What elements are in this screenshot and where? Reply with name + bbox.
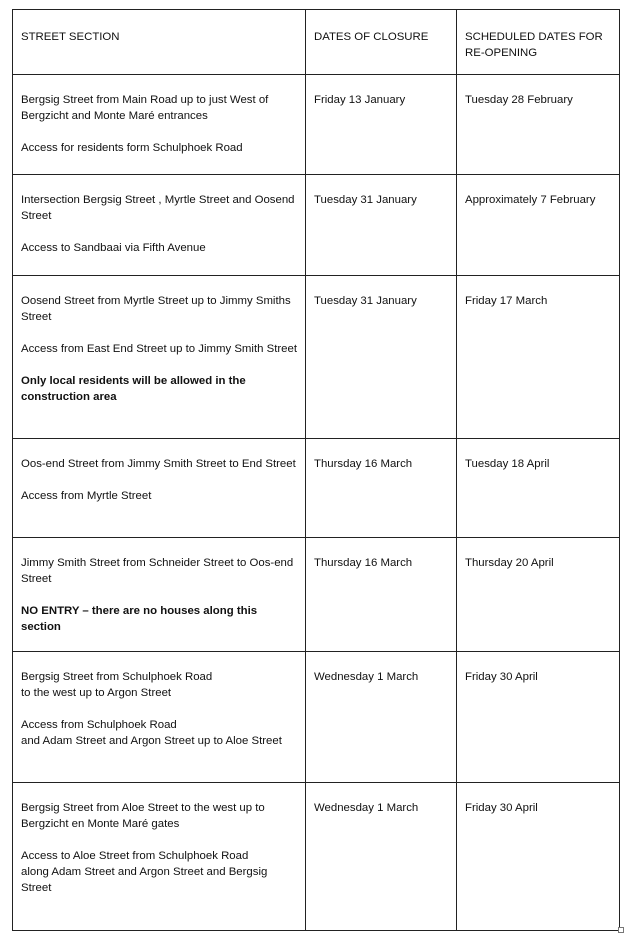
street-section-cell	[13, 75, 306, 175]
access-note-line-1: Access to Aloe Street from Schulphoek Road	[21, 850, 249, 862]
closure-date-cell: Tuesday 31 January	[306, 175, 457, 276]
restriction-note: NO ENTRY – there are no houses along this section	[21, 605, 258, 633]
table-row	[13, 175, 620, 276]
street-section-cell	[13, 439, 306, 538]
street-section-cell	[13, 538, 306, 652]
street-section-cell	[13, 175, 306, 276]
street-section-cell	[13, 276, 306, 439]
access-note: Access from East End Street up to Jimmy Smith Street	[21, 343, 298, 355]
street-section-cell	[13, 783, 306, 931]
closure-date-cell: Thursday 16 March	[306, 439, 457, 538]
reopen-date-cell: Tuesday 18 April	[457, 439, 620, 538]
reopen-date-cell: Thursday 20 April	[457, 538, 620, 652]
access-note-line-2: along Adam Street and Argon Street and Bergsig Street	[21, 866, 268, 894]
closure-date-cell: Tuesday 31 January	[306, 276, 457, 439]
restriction-note: Only local residents will be allowed in the construction area	[21, 375, 246, 403]
access-note-line-1: Access from Schulphoek Road	[21, 719, 177, 731]
reopen-date-cell: Tuesday 28 February	[457, 75, 620, 175]
reopen-date-cell: Friday 17 March	[457, 276, 620, 439]
section-description: Jimmy Smith Street from Schneider Street to Oos-end Street	[21, 557, 294, 585]
table-row	[13, 276, 620, 439]
section-description-line-2: to the west up to Argon Street	[21, 687, 172, 699]
road-closure-table	[12, 9, 620, 931]
access-note: Access for residents form Schulphoek Road	[21, 142, 243, 154]
header-street-section: STREET SECTION	[13, 10, 306, 75]
closure-date-cell: Wednesday 1 March	[306, 783, 457, 931]
table-row	[13, 538, 620, 652]
table-row	[13, 783, 620, 931]
table-header-row	[13, 10, 620, 75]
section-description-line-1: Bergsig Street from Schulphoek Road	[21, 671, 213, 683]
access-note-line-2: and Adam Street and Argon Street up to Aloe Street	[21, 735, 282, 747]
table-resize-handle[interactable]	[618, 927, 624, 933]
section-description: Intersection Bergsig Street , Myrtle Street and Oosend Street	[21, 194, 295, 222]
closure-date-cell: Friday 13 January	[306, 75, 457, 175]
reopen-date-cell: Approximately 7 February	[457, 175, 620, 276]
section-description: Oos-end Street from Jimmy Smith Street to End Street	[21, 458, 296, 470]
header-scheduled-reopening	[457, 10, 620, 75]
closure-date-cell: Thursday 16 March	[306, 538, 457, 652]
table-row	[13, 439, 620, 538]
header-reopen-line-2: RE-OPENING	[465, 47, 538, 59]
access-note: Access from Myrtle Street	[21, 490, 152, 502]
header-dates-of-closure: DATES OF CLOSURE	[306, 10, 457, 75]
header-reopen-line-1: SCHEDULED DATES FOR	[465, 31, 603, 43]
section-description: Bergsig Street from Main Road up to just West of Bergzicht and Monte Maré entrances	[21, 94, 269, 122]
reopen-date-cell: Friday 30 April	[457, 652, 620, 783]
section-description: Bergsig Street from Aloe Street to the west up to Bergzicht en Monte Maré gates	[21, 802, 265, 830]
access-note: Access to Sandbaai via Fifth Avenue	[21, 242, 206, 254]
closure-date-cell: Wednesday 1 March	[306, 652, 457, 783]
table-row	[13, 652, 620, 783]
reopen-date-cell: Friday 30 April	[457, 783, 620, 931]
street-section-cell	[13, 652, 306, 783]
section-description: Oosend Street from Myrtle Street up to Jimmy Smiths Street	[21, 295, 291, 323]
table-row	[13, 75, 620, 175]
